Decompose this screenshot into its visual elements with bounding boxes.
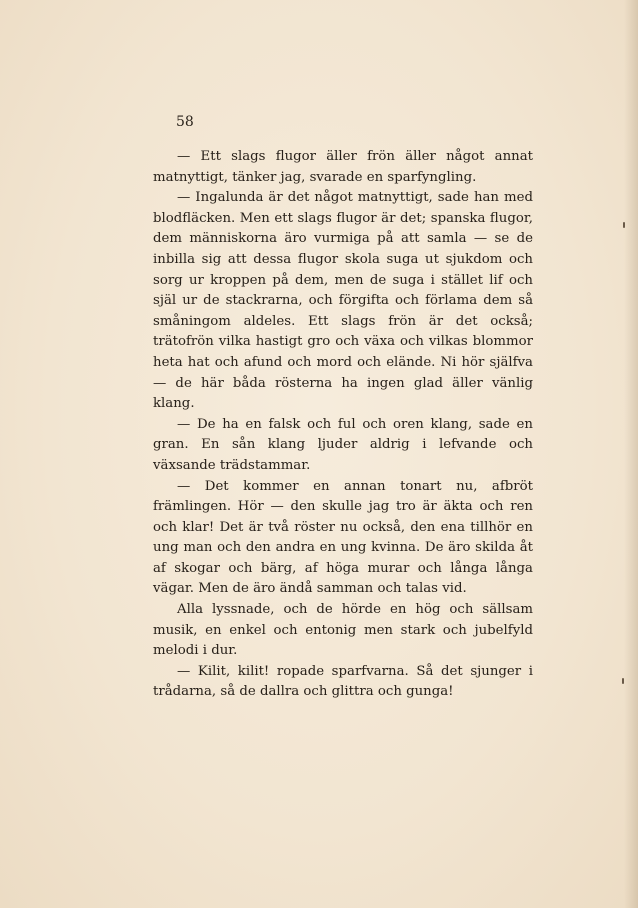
paragraph: Alla lyssnade, och de hörde en hög och sällsam musik, en enkel och entonig men stark och jubelfyld melodi i dur. (153, 602, 533, 659)
paragraph: — Det kommer en annan tonart nu, afbröt främlingen. Hör — den skulle jag tro är äkta och ren och klar! Det är två röster nu också, den ena tillhör en ung man och den andra en ung kvinna. De äro skilda åt af skogar och bärg, af höga murar och långa långa vägar. Men de äro ändå samman och talas vid. (153, 478, 533, 597)
paper-speck (623, 222, 625, 228)
paragraph: — De ha en falsk och ful och oren klang, sade en gran. En sån klang ljuder aldrig i lefvande och växsande trädstammar. (153, 416, 533, 473)
body-text (153, 147, 533, 703)
page-edge-shadow (624, 0, 638, 908)
paragraph: — Kilit, kilit! ropade sparfvarna. Så det sjunger i trådarna, så de dallra och glittra och gunga! (153, 663, 533, 700)
page-number: 58 (176, 114, 194, 130)
paper-speck (622, 678, 624, 684)
paragraph: — Ett slags flugor äller frön äller något annat matnyttigt, tänker jag, svarade en sparfyngling. (153, 149, 533, 185)
paragraph: — Ingalunda är det något matnyttigt, sade han med blodfläcken. Men ett slags flugor är det; spanska flugor, dem människorna äro vurmiga på att samla — se de inbilla sig att dessa flugor skola suga ut sjukdom och sorg ur kroppen på dem, men de suga i stället lif och själ ur de stackrarna, och förgifta och förlama dem så småningom aldeles. Ett slags frön är det också; trätofrön vilka hastigt gro och växa och vilkas blommor heta hat och afund och mord och elände. Ni hör själfva — de här båda rösterna ha ingen glad äller vänlig klang. (153, 190, 533, 412)
